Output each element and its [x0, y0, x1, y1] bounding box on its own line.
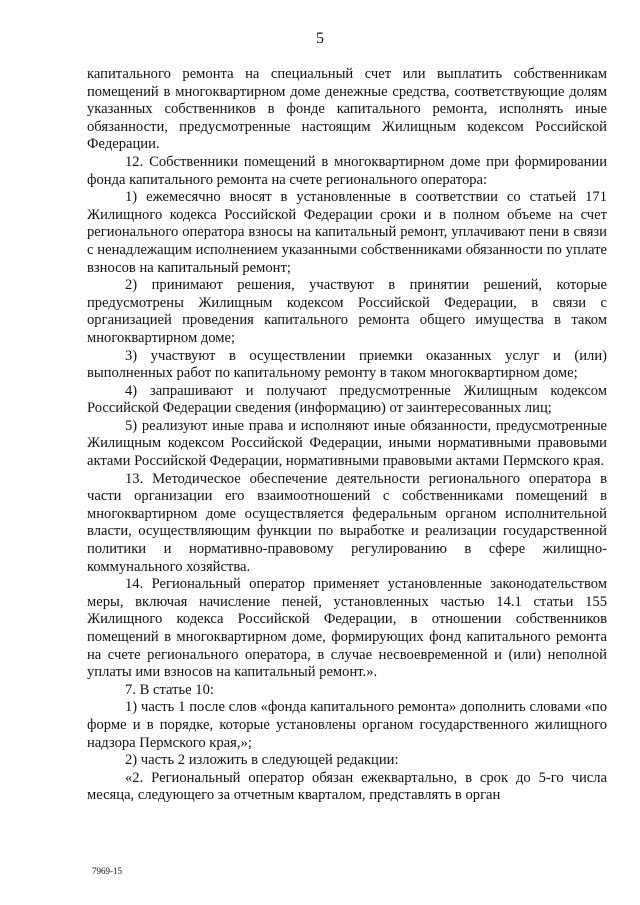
- document-body: [87, 66, 607, 805]
- paragraph-continuation: капитального ремонта на специальный счет или выплатить собственникам помещений в многоквартирном доме денежные средства, соответствующие долям указанных собственников в фонде капитального ремонта, исполнять иные обязанности, предусмотренные настоящим Жилищным кодексом Российской Федерации.: [87, 66, 607, 153]
- paragraph-subitem-1: 1) ежемесячно вносят в установленные в соответствии со статьей 171 Жилищного кодекса Российской Федерации сроки и в полном объеме на счет регионального оператора взносы на капитальный ремонт, уплачивают пени в связи с ненадлежащим исполнением указанными собственниками обязанности по уплате взносов на капитальный ремонт;: [87, 189, 607, 276]
- paragraph-article-10-part-1: 1) часть 1 после слов «фонда капитального ремонта» дополнить словами «по форме и в порядке, которые установлены органом государственного жилищного надзора Пермского края,»;: [87, 699, 607, 751]
- paragraph-subitem-3: 3) участвуют в осуществлении приемки оказанных услуг и (или) выполненных работ по капитальному ремонту в таком многоквартирном доме;: [87, 347, 607, 382]
- paragraph-item-14: 14. Региональный оператор применяет установленные законодательством меры, включая начисление пеней, установленных частью 14.1 статьи 155 Жилищного кодекса Российской Федерации, в отношении собственников помещений в многоквартирном доме, формирующих фонд капитального ремонта на счете регионального оператора, в случае несвоевременной и (или) неполной уплаты ими взносов на капитальный ремонт.».: [87, 576, 607, 681]
- paragraph-article-10-heading: 7. В статье 10:: [125, 681, 214, 698]
- paragraph-subitem-2: 2) принимают решения, участвуют в принятии решений, которые предусмотрены Жилищным кодексом Российской Федерации, в связи с организацией проведения капитального ремонта общего имущества в таком многоквартирном доме;: [87, 277, 607, 346]
- paragraph-article-10-part-2: 2) часть 2 изложить в следующей редакции:: [125, 752, 399, 769]
- document-code: 7969-15: [92, 866, 122, 876]
- page-number: 5: [316, 30, 324, 47]
- paragraph-subitem-4: 4) запрашивают и получают предусмотренные Жилищным кодексом Российской Федерации сведения (информацию) от заинтересованных лиц;: [87, 382, 607, 417]
- paragraph-subitem-5: 5) реализуют иные права и исполняют иные обязанности, предусмотренные Жилищным кодексом Российской Федерации, иными нормативными правовыми актами Российской Федерации, нормативными правовыми актами Пермского края.: [87, 417, 607, 470]
- paragraph-article-10-new-part-2: «2. Региональный оператор обязан ежеквартально, в срок до 5-го числа месяца, следующего за отчетным кварталом, представлять в орган: [87, 769, 607, 804]
- paragraph-item-12: 12. Собственники помещений в многоквартирном доме при формировании фонда капитального ремонта на счете регионального оператора:: [87, 153, 607, 188]
- paragraph-item-13: 13. Методическое обеспечение деятельности регионального оператора в части организации его взаимоотношений с собственниками помещений в многоквартирном доме осуществляется федеральным органом исполнительной власти, осуществляющим функции по выработке и реализации государственной политики и нормативно-правовому регулированию в сфере жилищно-коммунального хозяйства.: [87, 470, 607, 575]
